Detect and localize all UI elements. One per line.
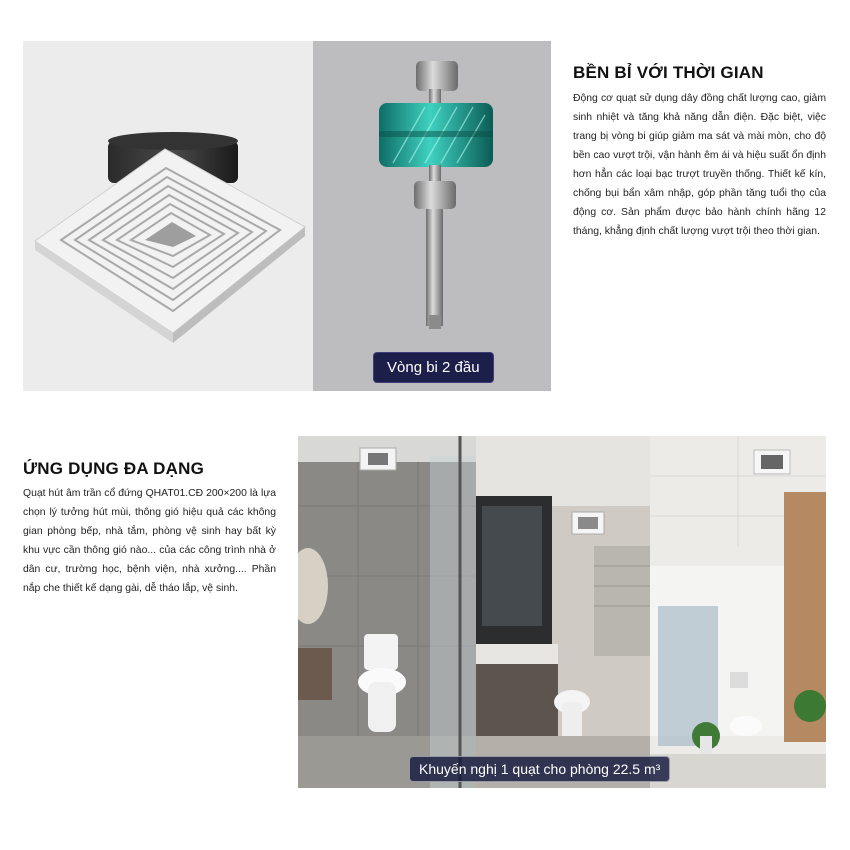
ceiling-fan-image: [23, 41, 313, 391]
durability-description: Động cơ quạt sử dụng dây đồng chất lượng cao, giảm sinh nhiệt và tăng khả năng dẫn điện. Đặc biệt, việc trang bị vòng bi giúp giảm ma sát và mài mòn, cho độ bền cao vượt trội, vận hành êm ái và hiệu suất ổn định hơn hẳn các loại bạc trượt truyền thống. Thiết kế kín, chống bụi bẩn xâm nhập, góp phần tăng tuổi thọ của động cơ. Sản phẩm được bảo hành chính hãng 12 tháng, khẳng định chất lượng vượt trội theo thời gian.: [573, 93, 826, 237]
bathroom-scene-image: [298, 436, 826, 788]
bearing-caption: Vòng bi 2 đầu: [373, 352, 494, 383]
application-description: Quạt hút âm trần cổ đứng QHAT01.CĐ 200×200 là lựa chọn lý tưởng hút mùi, thông gió hiệu quả các không gian phòng bếp, nhà tắm, phòng vệ sinh hay bất kỳ khu vực cần thông gió nào... của các công trình nhà ở dân cư, trường học, bệnh viện, nhà xưởng.... Phần nắp che thiết kế dạng gài, dễ tháo lắp, vệ sinh.: [23, 488, 276, 594]
application-heading: ỨNG DỤNG ĐA DẠNG: [23, 459, 205, 478]
durability-heading: BỀN BỈ VỚI THỜI GIAN: [573, 63, 764, 82]
room-size-caption: Khuyến nghị 1 quạt cho phòng 22.5 m³: [409, 756, 670, 782]
rotor-bearing-image: [313, 41, 551, 391]
